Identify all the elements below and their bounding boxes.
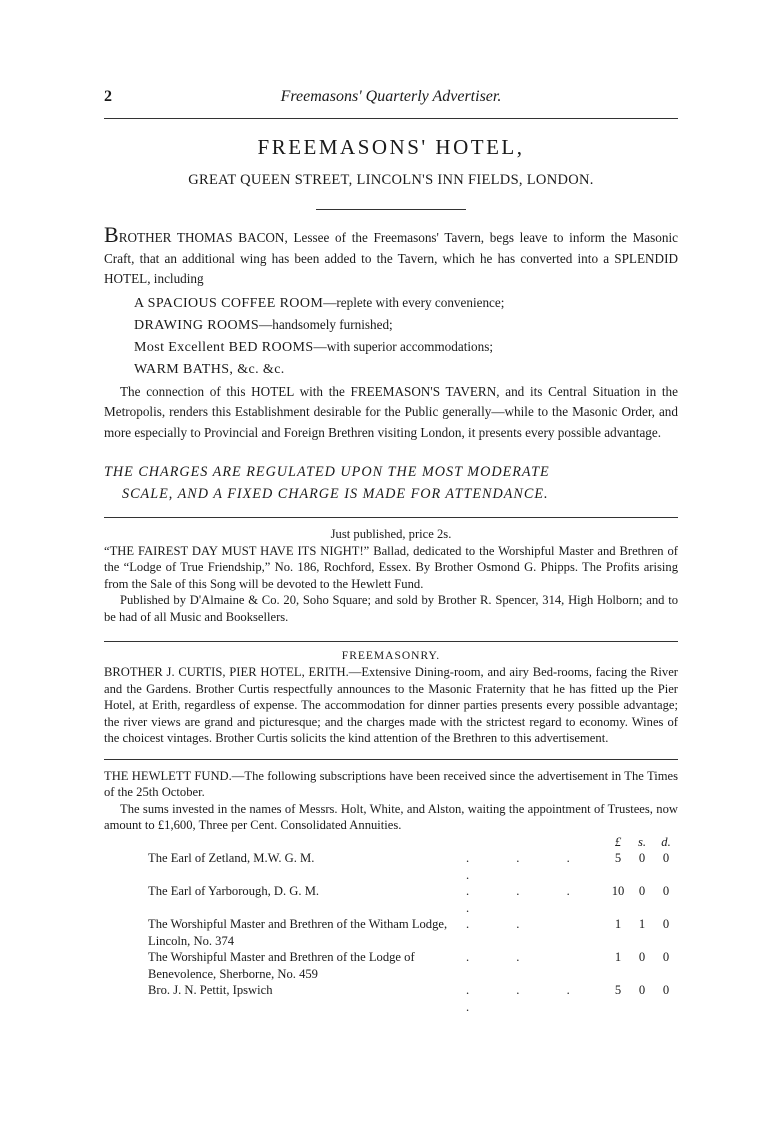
pence-header: d. bbox=[661, 834, 671, 849]
page bbox=[104, 88, 678, 1015]
drop-cap: B bbox=[104, 222, 119, 247]
ballad-price: Just published, price 2s. bbox=[330, 527, 452, 541]
freemasonry-heading: FREEMASONRY. bbox=[341, 650, 441, 662]
hewlett-fund-advert bbox=[104, 768, 678, 1016]
pounds-header: £ bbox=[614, 834, 622, 849]
table-row: The Earl of Zetland, M.W. G. M. . . . . 5 0 0 bbox=[148, 851, 670, 882]
currency-header-row bbox=[104, 834, 678, 851]
hotel-intro-text: ROTHER THOMAS BACON, Lessee of the Freemasons' Tavern, begs leave to inform the Masonic Craft, that an additional wing has been added to the Tavern, which he has converted into a SPLENDID HOTEL, including bbox=[104, 230, 678, 286]
subscriptions-table bbox=[104, 834, 678, 1016]
pier-hotel-advert bbox=[104, 650, 678, 747]
pier-hotel-text: BROTHER J. CURTIS, PIER HOTEL, ERITH.—Extensive Dining-room, and airy Bed-rooms, facing the River and the Gardens. Brother Curtis respectfully announces to the Masonic Fraternity that he has fitted up the Pier Hotel, at Erith, regardless of expense. The accommodation for dinner parties presents every possible advantage; the river views are grand and picturesque; and the charges made with the strictest regard to economy. Wines of the choicest vintages. Brother Curtis solicits the kind attention of the Brethren to this advertisement. bbox=[104, 665, 678, 745]
amenity-item: WARM BATHS, &c. &c. bbox=[134, 361, 285, 377]
charges-line-2: SCALE, AND A FIXED CHARGE IS MADE FOR ATTENDANCE. bbox=[122, 486, 549, 502]
amenities-list bbox=[134, 292, 678, 380]
shillings-header: s. bbox=[637, 834, 647, 849]
table-row: Bro. J. N. Pettit, Ipswich . . . . 5 0 0 bbox=[148, 983, 670, 1014]
hotel-address: GREAT QUEEN STREET, LINCOLN'S INN FIELDS, LONDON. bbox=[188, 172, 594, 188]
section-divider bbox=[104, 759, 678, 760]
hewlett-intro: THE HEWLETT FUND.—The following subscriptions have been received since the advertisement in The Times of the 25th October. bbox=[104, 768, 678, 799]
running-title: Freemasons' Quarterly Advertiser. bbox=[280, 88, 502, 105]
charges-notice bbox=[104, 461, 678, 505]
charges-line-1: THE CHARGES ARE REGULATED UPON THE MOST MODERATE bbox=[104, 464, 550, 480]
hotel-title: FREEMASONS' HOTEL, bbox=[257, 135, 525, 159]
ballad-advert bbox=[104, 526, 678, 625]
table-row: The Worshipful Master and Brethren of the Witham Lodge, Lincoln, No. 374 . . 1 1 0 bbox=[148, 917, 670, 948]
section-divider bbox=[316, 209, 466, 210]
table-row: The Earl of Yarborough, D. G. M. . . . . 10 0 0 bbox=[148, 884, 670, 915]
section-divider bbox=[104, 517, 678, 518]
header-rule bbox=[104, 118, 678, 119]
hotel-connection: The connection of this HOTEL with the FREEMASON'S TAVERN, and its Central Situation in the Metropolis, renders this Establishment desirable for the Public generally—while to the Masonic Order, and more especially to Provincial and Foreign Brethren visiting London, it presents every possible advantage. bbox=[104, 383, 678, 440]
table-row: The Worshipful Master and Brethren of the Lodge of Benevolence, Sherborne, No. 459 . . 1 0 0 bbox=[148, 950, 670, 981]
amenity-item: A SPACIOUS COFFEE ROOM—replete with every convenience; bbox=[134, 294, 505, 311]
running-header bbox=[104, 88, 678, 114]
hotel-intro bbox=[104, 222, 678, 290]
section-divider bbox=[104, 641, 678, 642]
amenity-item: Most Excellent BED ROOMS—with superior accommodations; bbox=[134, 338, 494, 355]
ballad-text: “THE FAIREST DAY MUST HAVE ITS NIGHT!” Ballad, dedicated to the Worshipful Master and Brethren of the “Lodge of True Friendship,” No. 186, Rochford, Essex. By Brother Osmond G. Phipps. The Profits arising from the Sale of this Song will be devoted to the Hewlett Fund. bbox=[104, 543, 678, 591]
ballad-publisher: Published by D'Almaine & Co. 20, Soho Square; and sold by Brother R. Spencer, 314, High Holborn; and to be had of all Music and Booksellers. bbox=[104, 593, 678, 624]
amenity-item: DRAWING ROOMS—handsomely furnished; bbox=[134, 316, 393, 333]
page-number: 2 bbox=[104, 88, 112, 105]
hewlett-invested: The sums invested in the names of Messrs. Holt, White, and Alston, waiting the appointment of Trustees, now amount to £1,600, Three per Cent. Consolidated Annuities. bbox=[104, 801, 678, 832]
